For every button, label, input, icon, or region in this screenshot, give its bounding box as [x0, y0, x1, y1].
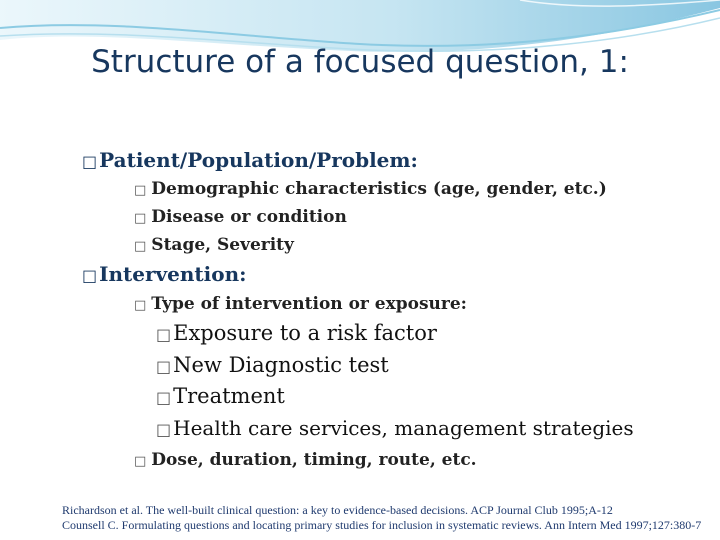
list-item: □ Type of intervention or exposure: — [134, 294, 467, 314]
bullet-box-icon: □ — [156, 357, 172, 376]
list-item: □ Stage, Severity — [134, 235, 294, 255]
bullet-box-icon: □ — [82, 152, 98, 171]
sub-list-item: □New Diagnostic test — [156, 353, 389, 377]
sub-list-item: □Exposure to a risk factor — [156, 321, 437, 345]
section-label: Intervention: — [99, 262, 247, 286]
sub-list-item: □ Health care services, management strategies — [156, 416, 634, 440]
reference-line: Richardson et al. The well-built clinical question: a key to evidence-based decisions. ACP Journal Club 1995;A-12 — [62, 503, 613, 517]
slide-title: Structure of a focused question, 1: — [91, 44, 629, 80]
bullet-box-icon: □ — [134, 239, 147, 254]
list-item: □ Dose, duration, timing, route, etc. — [134, 450, 477, 470]
bullet-box-icon: □ — [134, 298, 147, 313]
references — [62, 503, 701, 533]
bullet-box-icon: □ — [156, 420, 172, 439]
section-label: Patient/Population/Problem: — [99, 148, 418, 172]
sub-list-item: □Treatment — [156, 384, 285, 408]
section-patient — [82, 148, 418, 172]
bullet-box-icon: □ — [82, 266, 98, 285]
bullet-box-icon: □ — [134, 454, 147, 469]
section-intervention — [82, 262, 247, 286]
list-item: □ Demographic characteristics (age, gender, etc.) — [134, 179, 607, 199]
list-item: □ Disease or condition — [134, 207, 347, 227]
reference-line: Counsell C. Formulating questions and locating primary studies for inclusion in systematic reviews. Ann Intern Med 1997;127:380-7 — [62, 518, 702, 532]
bullet-box-icon: □ — [134, 183, 147, 198]
bullet-box-icon: □ — [134, 211, 147, 226]
bullet-box-icon: □ — [156, 325, 172, 344]
bullet-box-icon: □ — [156, 388, 172, 407]
